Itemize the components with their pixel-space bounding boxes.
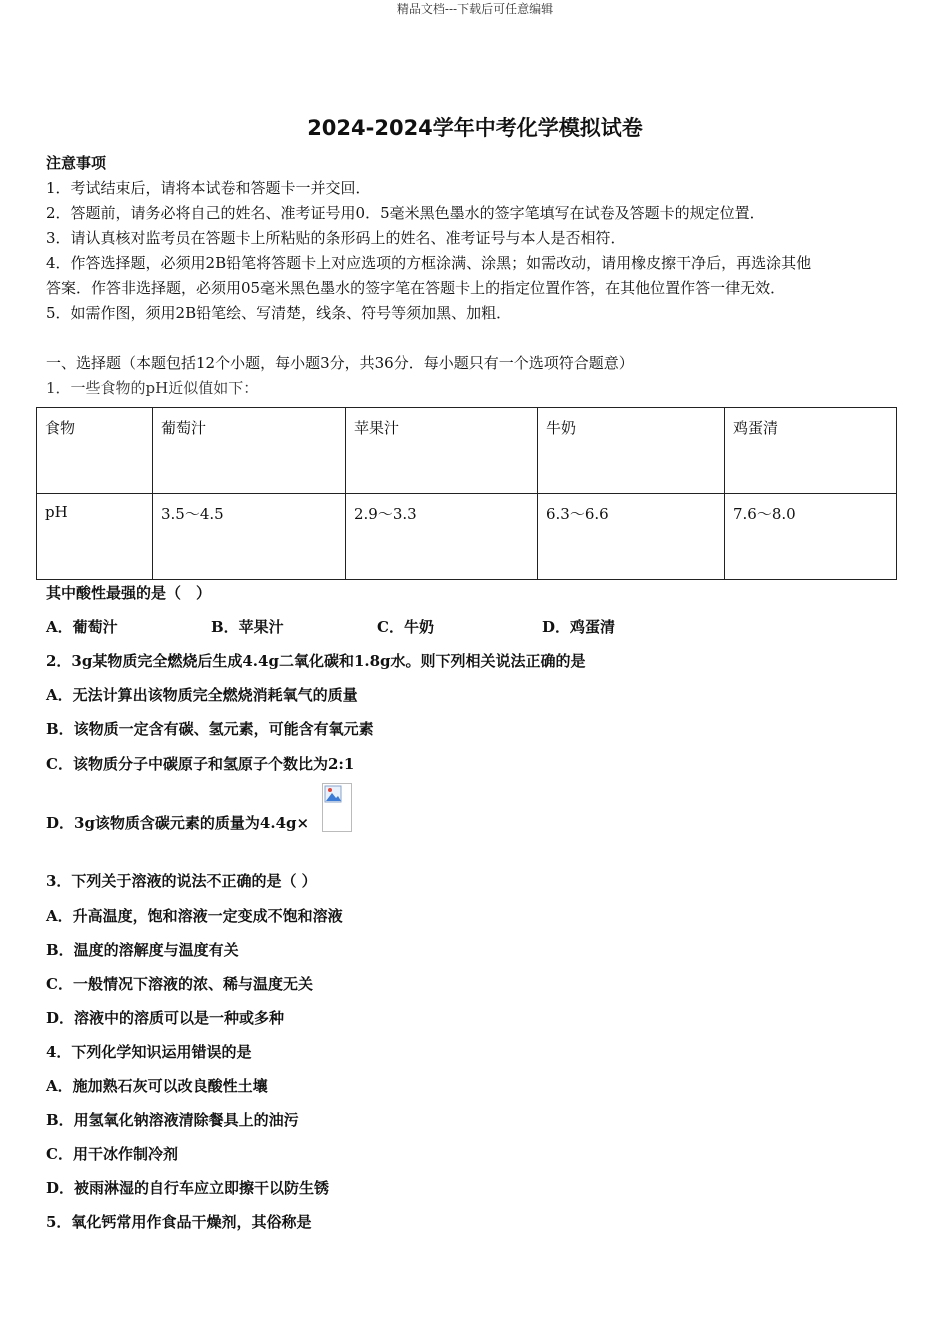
q1-option-d[interactable]: D．鸡蛋清 — [542, 618, 616, 636]
page-title: 2024-2024学年中考化学模拟试卷 — [307, 116, 643, 140]
q3-option-a[interactable]: A．升高温度，饱和溶液一定变成不饱和溶液 — [46, 907, 343, 925]
page-header: 精品文档---下载后可任意编辑 — [396, 2, 554, 16]
q4-option-c[interactable]: C．用干冰作制冷剂 — [46, 1145, 178, 1163]
q1-option-b[interactable]: B．苹果汁 — [211, 618, 284, 636]
image-placeholder-icon — [324, 785, 342, 803]
table-cell: 6.3～6.6 — [538, 494, 725, 580]
section-heading: 一、选择题（本题包括12个小题，每小题3分，共36分．每小题只有一个选项符合题意） — [46, 354, 634, 372]
q3-stem: 3．下列关于溶液的说法不正确的是（ ） — [46, 872, 317, 890]
q2-option-d[interactable]: D．3g该物质含碳元素的质量为4.4g× — [46, 814, 310, 832]
q2-option-a[interactable]: A．无法计算出该物质完全燃烧消耗氧气的质量 — [46, 686, 358, 704]
notice-heading: 注意事项 — [46, 154, 107, 172]
table-cell: 鸡蛋清 — [725, 408, 897, 494]
q1-option-a[interactable]: A．葡萄汁 — [46, 618, 118, 636]
table-cell: 苹果汁 — [346, 408, 538, 494]
notice-item: 5．如需作图，须用2B铅笔绘、写清楚，线条、符号等须加黑、加粗． — [46, 304, 512, 322]
q3-option-b[interactable]: B．温度的溶解度与温度有关 — [46, 941, 239, 959]
q4-option-a[interactable]: A．施加熟石灰可以改良酸性土壤 — [46, 1077, 268, 1095]
table-cell: 2.9～3.3 — [346, 494, 538, 580]
q5-stem: 5．氧化钙常用作食品干燥剂，其俗称是 — [46, 1213, 312, 1231]
table-cell: 食物 — [37, 408, 153, 494]
q4-stem: 4．下列化学知识运用错误的是 — [46, 1043, 252, 1061]
q3-option-c[interactable]: C．一般情况下溶液的浓、稀与温度无关 — [46, 975, 313, 993]
notice-item: 4．作答选择题，必须用2B铅笔将答题卡上对应选项的方框涂满、涂黑；如需改动，请用橡皮擦干净后，再选涂其他 — [46, 254, 812, 272]
table-cell: 牛奶 — [538, 408, 725, 494]
q4-option-d[interactable]: D．被雨淋湿的自行车应立即擦干以防生锈 — [46, 1179, 330, 1197]
notice-item: 1．考试结束后，请将本试卷和答题卡一并交回． — [46, 179, 371, 197]
notice-item: 答案．作答非选择题，必须用05毫米黑色墨水的签字笔在答题卡上的指定位置作答，在其他位置作答一律无效． — [46, 279, 786, 297]
table-row — [37, 408, 897, 494]
table-cell: pH — [37, 494, 153, 580]
table-cell: 3.5～4.5 — [153, 494, 346, 580]
q2-option-b[interactable]: B．该物质一定含有碳、氢元素，可能含有氧元素 — [46, 720, 374, 738]
q1-option-c[interactable]: C．牛奶 — [377, 618, 434, 636]
notice-item: 3．请认真核对监考员在答题卡上所粘贴的条形码上的姓名、准考证号与本人是否相符． — [46, 229, 626, 247]
table-row — [37, 494, 897, 580]
ph-table — [36, 407, 897, 580]
q1-stem: 1．一些食物的pH近似值如下： — [46, 379, 259, 397]
q2-stem: 2．3g某物质完全燃烧后生成4.4g二氧化碳和1.8g水。则下列相关说法正确的是 — [46, 652, 586, 670]
q4-option-b[interactable]: B．用氢氧化钠溶液清除餐具上的油污 — [46, 1111, 299, 1129]
table-cell: 7.6～8.0 — [725, 494, 897, 580]
q1-question: 其中酸性最强的是（ ） — [46, 584, 212, 602]
broken-image-icon — [322, 783, 352, 832]
notice-item: 2．答题前，请务必将自己的姓名、准考证号用0．5毫米黑色墨水的签字笔填写在试卷及答题卡的规定位置． — [46, 204, 765, 222]
table-cell: 葡萄汁 — [153, 408, 346, 494]
q2-option-c[interactable]: C．该物质分子中碳原子和氢原子个数比为2:1 — [46, 755, 355, 773]
q3-option-d[interactable]: D．溶液中的溶质可以是一种或多种 — [46, 1009, 285, 1027]
